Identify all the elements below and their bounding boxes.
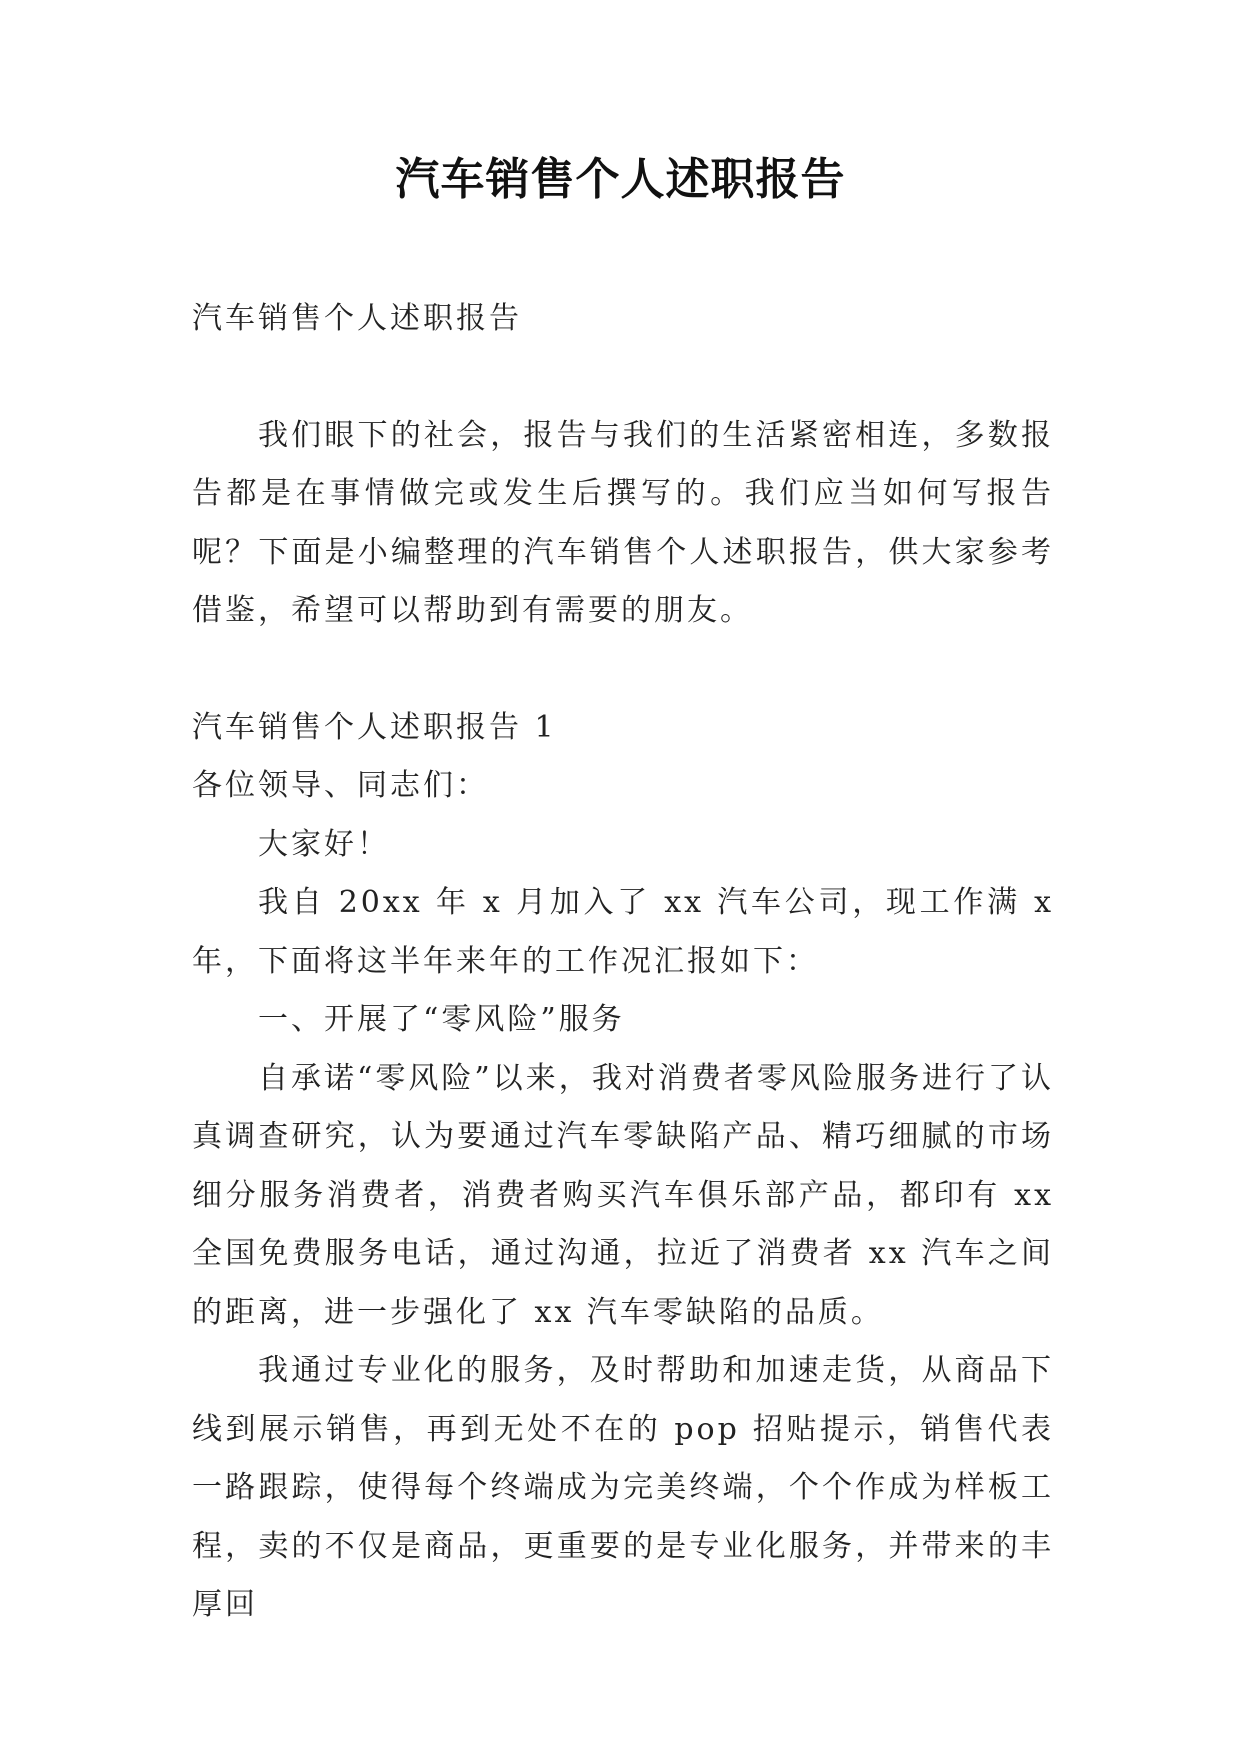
document-body [192,290,1054,1635]
paragraph-gap [192,641,1054,699]
body-paragraph: 自承诺“零风险”以来，我对消费者零风险服务进行了认真调查研究，认为要通过汽车零缺陷产品、精巧细腻的市场细分服务消费者，消费者购买汽车俱乐部产品，都印有 xx 全国免费服务电话，通过沟通，拉近了消费者 xx 汽车之间的距离，进一步强化了 xx 汽车零缺陷的品质。 [192,1060,1054,1330]
subsection-heading: 一、开展了“零风险”服务 [258,1002,625,1037]
paragraph-gap [192,349,1054,407]
section-heading: 汽车销售个人述职报告 1 [192,709,557,745]
intro-paragraph: 我们眼下的社会，报告与我们的生活紧密相连，多数报告都是在事情做完或发生后撰写的。我们应当如何写报告呢？下面是小编整理的汽车销售个人述职报告，供大家参考借鉴，希望可以帮助到有需要的朋友。 [192,417,1054,628]
greeting: 大家好！ [258,826,390,862]
body-paragraph: 我自 20xx 年 x 月加入了 xx 汽车公司，现工作满 x 年，下面将这半年来年的工作况汇报如下： [192,885,1054,979]
document-title: 汽车销售个人述职报告 [395,154,846,205]
body-paragraph: 我通过专业化的服务，及时帮助和加速走货，从商品下线到展示销售，再到无处不在的 pop 招贴提示，销售代表一路跟踪，使得每个终端成为完美终端，个个作成为样板工程，卖的不仅是商品，更重要的是专业化服务，并带来的丰厚回 [192,1353,1054,1622]
salutation: 各位领导、同志们： [192,768,489,803]
subtitle-paragraph: 汽车销售个人述职报告 [192,301,522,336]
